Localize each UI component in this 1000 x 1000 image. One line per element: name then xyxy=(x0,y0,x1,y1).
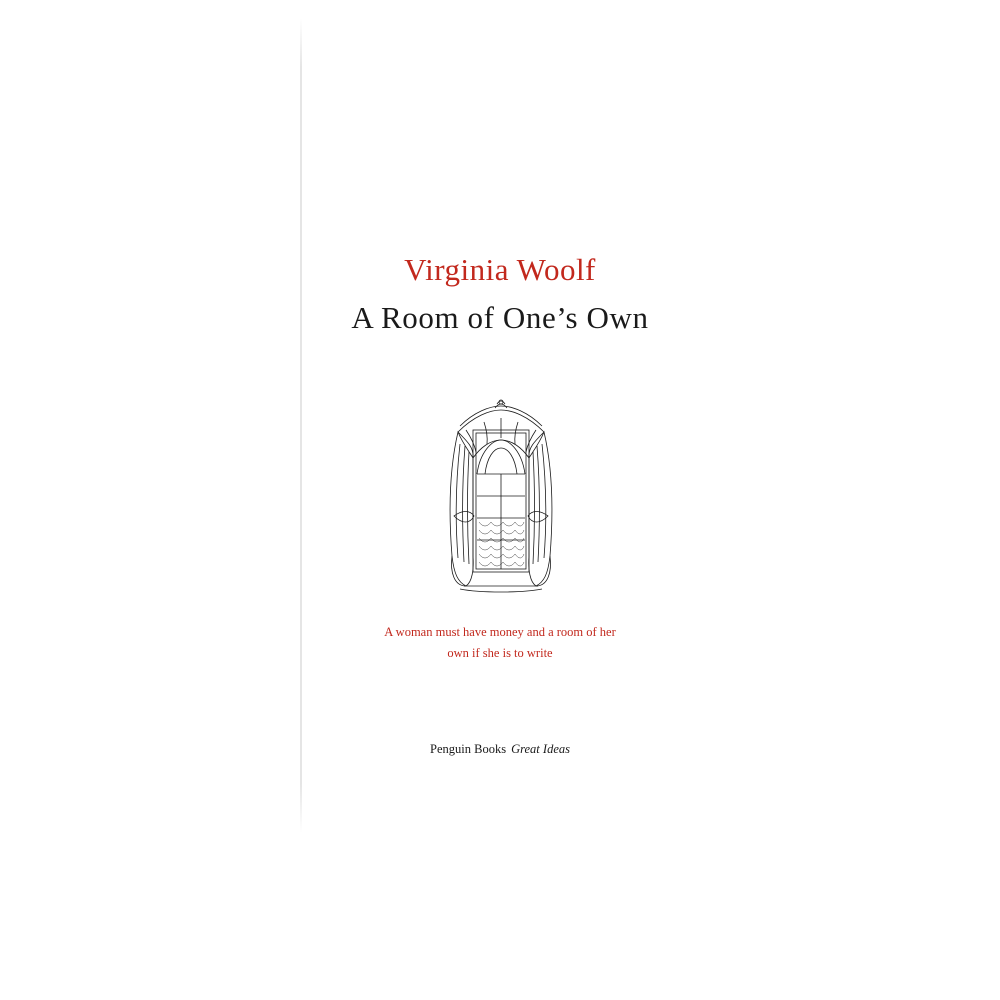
cover-tagline xyxy=(0,622,1000,664)
cover-tagline-line-1: A woman must have money and a room of her xyxy=(384,625,616,639)
series-name: Great Ideas xyxy=(511,742,570,756)
publisher-name: Penguin Books xyxy=(430,742,507,756)
book-title: A Room of One’s Own xyxy=(351,300,649,335)
cover-tagline-line-2: own if she is to write xyxy=(447,646,553,660)
author-name: Virginia Woolf xyxy=(404,252,596,287)
publisher-imprint xyxy=(0,742,1000,757)
cover-spine-edge xyxy=(300,18,302,833)
draped-window-engraving-icon xyxy=(440,396,562,601)
